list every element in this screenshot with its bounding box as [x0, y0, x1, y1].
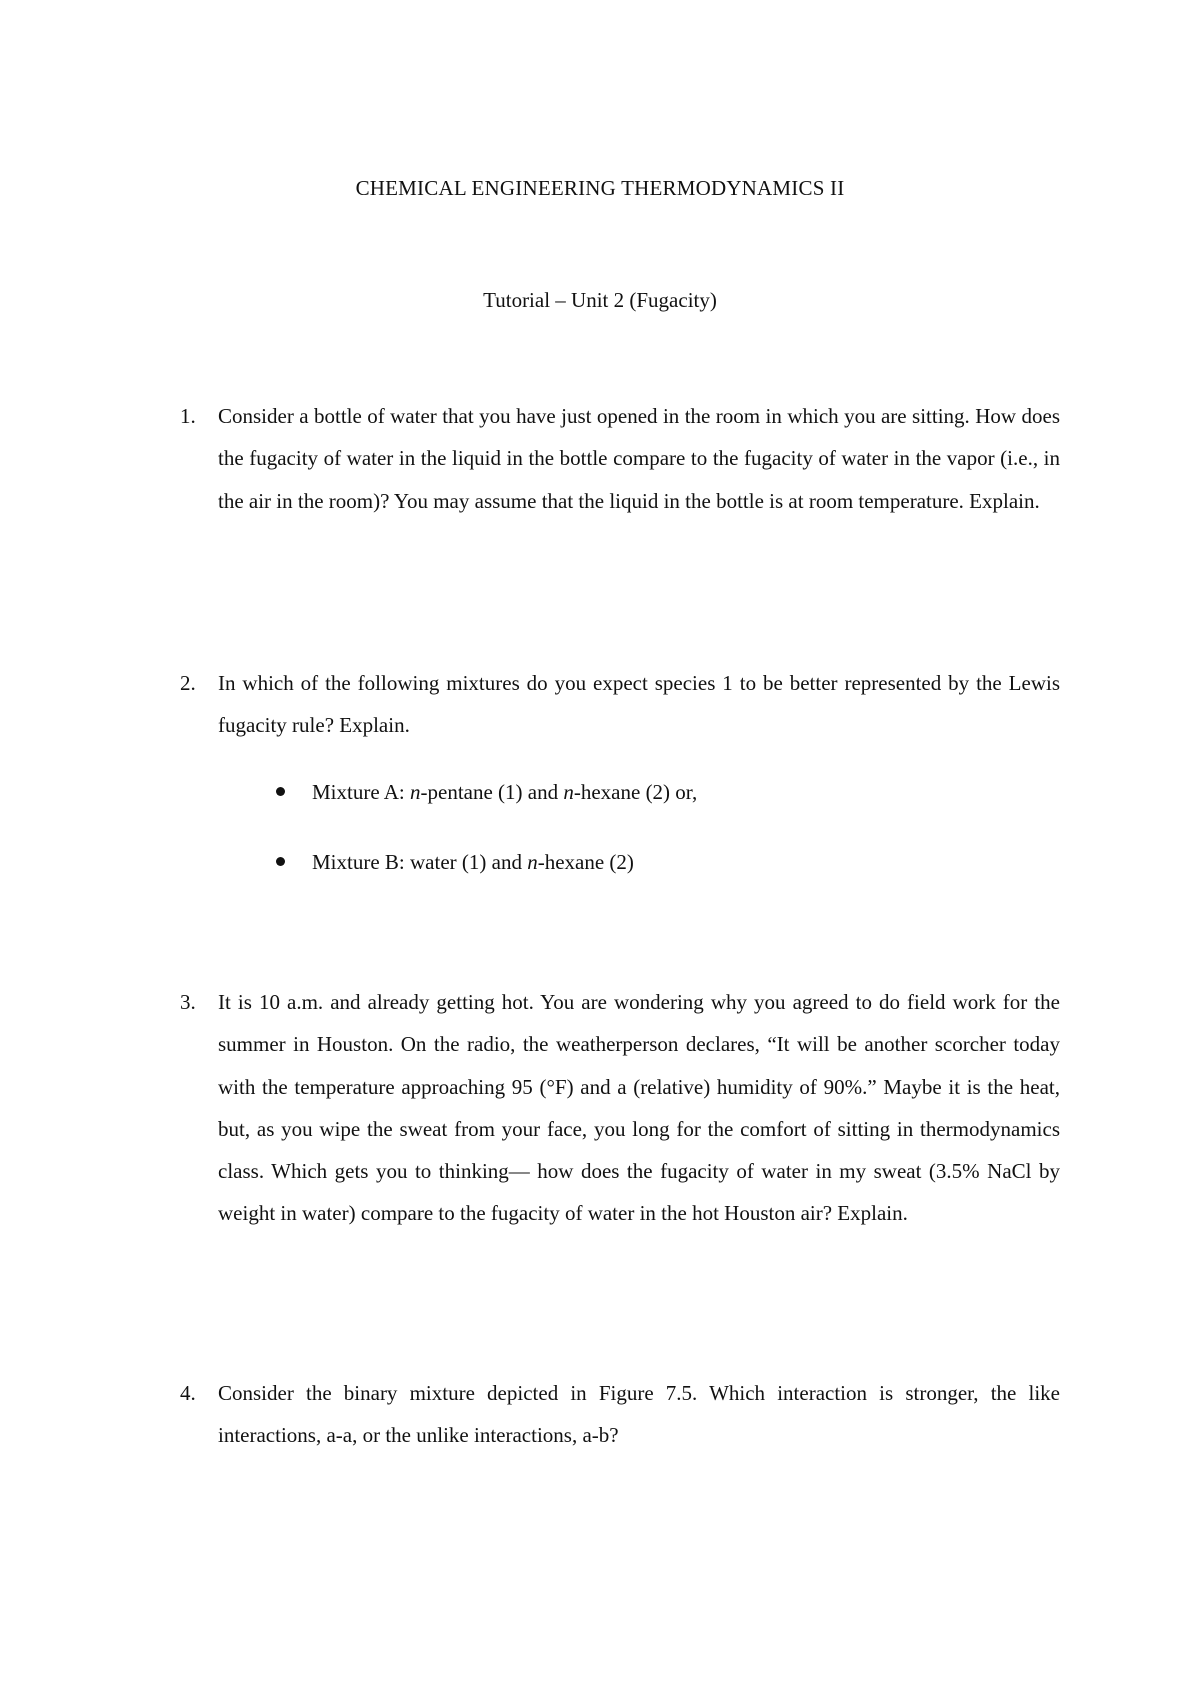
mixture-text-prefix: Mixture A:	[312, 779, 410, 804]
mixture-text-prefix: Mixture B: water (1) and	[312, 849, 528, 874]
question-text: Consider the binary mixture depicted in Figure 7.5. Which interaction is stronger, the like interactions, a-a, or the unlike interactions, a-b?	[218, 1381, 1060, 1448]
document-title: CHEMICAL ENGINEERING THERMODYNAMICS II	[355, 176, 845, 200]
question-text: It is 10 a.m. and already getting hot. You are wondering why you agreed to do field work for the summer in Houston. On the radio, the weatherperson declares, “It will be another scorcher today with the temperature approaching 95 (°F) and a (relative) humidity of 90%.” Maybe it is the heat, but, as you wipe the sweat from your face, you long for the comfort of sitting in thermodynamics class. Which gets you to thinking— how does the fugacity of water in my sweat (3.5% NaCl by weight in water) compare to the fugacity of water in the hot Houston air? Explain.	[218, 990, 1060, 1226]
italic-n: n	[410, 779, 421, 804]
italic-n: n	[527, 849, 538, 874]
mixture-text-suffix: -hexane (2) or,	[573, 779, 698, 804]
bullet-icon	[276, 787, 285, 796]
mixture-text-mid: -pentane (1) and	[420, 779, 564, 804]
question-4	[180, 1372, 1060, 1457]
document-subtitle: Tutorial – Unit 2 (Fugacity)	[483, 288, 717, 312]
question-2	[180, 662, 1060, 911]
question-text: In which of the following mixtures do you expect species 1 to be better represented by the Lewis fugacity rule? Explain.	[218, 671, 1060, 738]
question-1	[180, 395, 1060, 522]
question-number: 2.	[180, 671, 196, 695]
italic-n: n	[563, 779, 574, 804]
question-number: 4.	[180, 1381, 196, 1405]
mixture-list	[180, 771, 1060, 883]
mixture-text-mid: -hexane (2)	[537, 849, 634, 874]
question-3	[180, 981, 1060, 1235]
question-text: Consider a bottle of water that you have just opened in the room in which you are sitting. How does the fugacity of water in the liquid in the bottle compare to the fugacity of water in the vapor (i.e., in the air in the room)? You may assume that the liquid in the bottle is at room temperature. Explain.	[218, 404, 1060, 513]
bullet-icon	[276, 857, 285, 866]
question-number: 1.	[180, 404, 196, 428]
question-number: 3.	[180, 990, 196, 1014]
list-item-mixture-b	[180, 841, 1060, 883]
list-item-mixture-a	[180, 771, 1060, 813]
